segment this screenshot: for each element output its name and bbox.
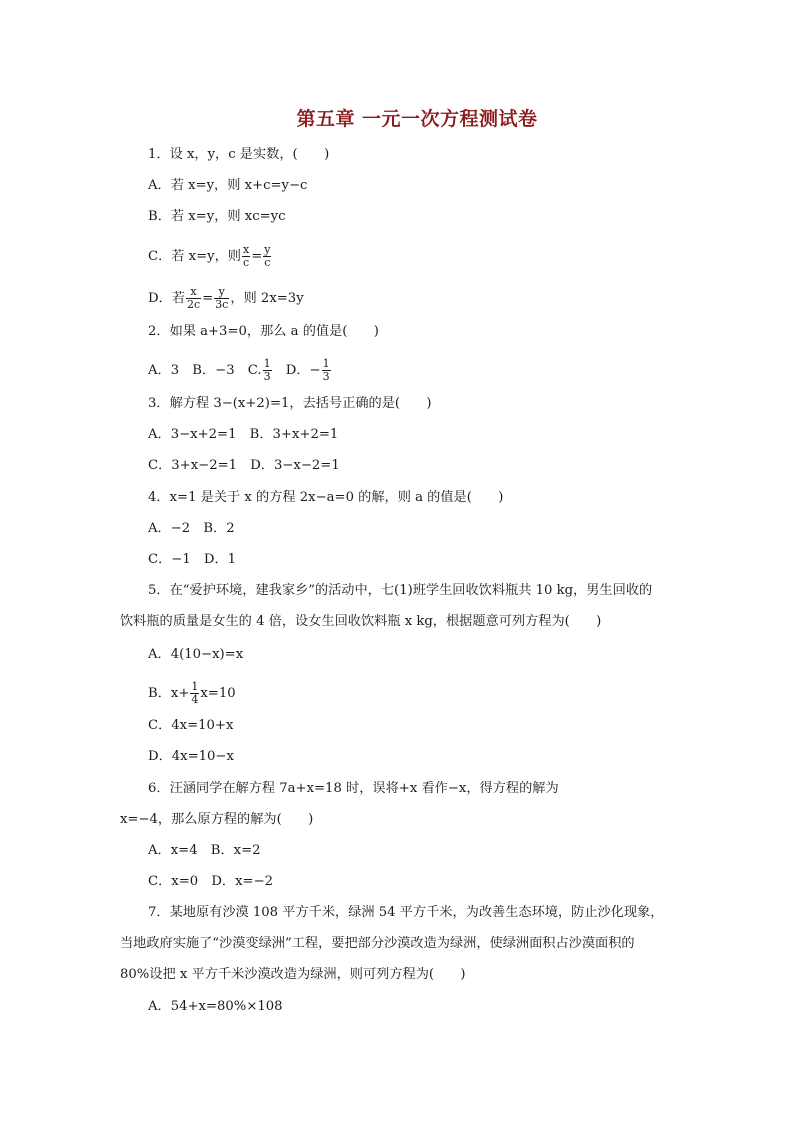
q7-stem-line-2: 当地政府实施了“沙漠变绿洲”工程，要把部分沙漠改造为绿洲，使绿洲面积占沙漠面积的: [120, 936, 635, 951]
denominator: 2c: [186, 298, 201, 311]
q4-options-cd: C．−1 D．1: [148, 552, 237, 567]
q7-option-a: A．54+x=80%×108: [148, 999, 283, 1014]
q1-option-b: B．若 x=y，则 xc=yc: [148, 209, 286, 224]
numerator: x: [186, 286, 201, 299]
equals-sign: =: [202, 291, 214, 306]
q1-option-a: A．若 x=y，则 x+c=y−c: [148, 178, 308, 193]
q5-b-prefix: B．x+: [148, 686, 190, 701]
q5-option-a: A．4(10−x)=x: [148, 647, 244, 662]
q5-option-d: D．4x=10−x: [148, 749, 234, 764]
q3-options-cd: C．3+x−2=1 D．3−x−2=1: [148, 458, 340, 473]
q1-d-suffix: ，则 2x=3y: [230, 291, 304, 306]
denominator: 4: [191, 693, 199, 706]
q6-options-cd: C．x=0 D．x=−2: [148, 874, 274, 889]
q5-option-c: C．4x=10+x: [148, 718, 234, 733]
q2-options-prefix: A．3 B．−3 C.: [148, 363, 262, 378]
numerator: y: [214, 286, 229, 299]
page-title: 第五章 一元一次方程测试卷: [296, 108, 538, 130]
denominator: 3c: [215, 298, 229, 311]
q3-options-ab: A．3−x+2=1 B．3+x+2=1: [148, 427, 339, 442]
numerator: 1: [263, 357, 271, 370]
fraction-one-third: [322, 358, 331, 383]
fraction-one-third: [263, 358, 272, 383]
q1-option-d: [148, 286, 304, 311]
fraction-one-fourth: [190, 681, 199, 706]
fraction-x-over-2c: [186, 286, 201, 311]
denominator: c: [243, 256, 250, 269]
numerator: 1: [191, 680, 199, 693]
equals-sign: =: [251, 249, 263, 264]
numerator: x: [242, 243, 250, 256]
q5-stem-line-2: 饮料瓶的质量是女生的 4 倍，设女生回收饮料瓶 x kg，根据题意可列方程为( ): [120, 614, 602, 629]
q5-stem-line-1: 5．在“爱护环境，建我家乡”的活动中，七(1)班学生回收饮料瓶共 10 kg，男生回收的: [148, 583, 653, 598]
q4-stem: 4．x=1 是关于 x 的方程 2x−a=0 的解，则 a 的值是( ): [148, 490, 504, 505]
q6-stem-line-2: x=−4，那么原方程的解为( ): [120, 812, 314, 827]
q5-b-suffix: x=10: [200, 686, 236, 701]
q7-stem-line-3: 80%设把 x 平方千米沙漠改造为绿洲，则可列方程为( ): [120, 967, 466, 982]
q6-stem-line-1: 6．汪涵同学在解方程 7a+x=18 时，误将+x 看作−x，得方程的解为: [148, 781, 559, 796]
fraction-y-over-3c: [214, 286, 229, 311]
denominator: 3: [322, 370, 330, 383]
q1-d-prefix: D．若: [148, 291, 185, 306]
q2-options: [148, 358, 332, 383]
q6-options-ab: A．x=4 B．x=2: [148, 843, 261, 858]
q2-options-mid: D．−: [272, 363, 321, 378]
denominator: c: [264, 256, 271, 269]
numerator: 1: [322, 357, 330, 370]
q3-stem: 3．解方程 3−(x+2)=1，去括号正确的是( ): [148, 396, 432, 411]
q1-option-c: [148, 244, 272, 269]
q5-option-b: [148, 681, 236, 706]
fraction-x-over-c: [242, 244, 250, 269]
q1-stem: 1．设 x，y，c 是实数，( ): [148, 147, 330, 162]
q2-stem: 2．如果 a+3=0，那么 a 的值是( ): [148, 324, 379, 339]
numerator: y: [264, 243, 271, 256]
q4-options-ab: A．−2 B．2: [148, 521, 235, 536]
q1-c-prefix: C．若 x=y，则: [148, 249, 241, 264]
denominator: 3: [263, 370, 271, 383]
q7-stem-line-1: 7．某地原有沙漠 108 平方千米，绿洲 54 平方千米，为改善生态环境，防止沙化现象，: [148, 905, 664, 920]
fraction-y-over-c: [263, 244, 271, 269]
